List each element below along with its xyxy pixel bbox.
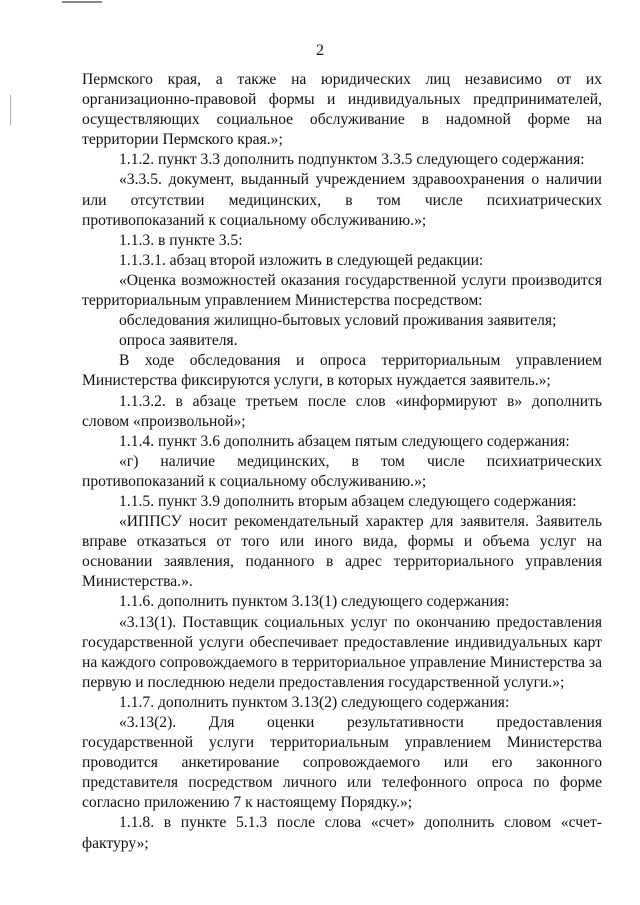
paragraph-1-1-8: 1.1.8. в пункте 5.1.3 после слова «счет» дополнить словом «счет-фактуру»;: [82, 814, 602, 852]
paragraph-1-1-3-1: 1.1.3.1. абзац второй изложить в следующей редакции:: [119, 251, 484, 269]
paragraph-inspection: обследования жилищно-бытовых условий проживания заявителя;: [119, 312, 557, 330]
paragraph-1-1-6: 1.1.6. дополнить пунктом 3.13(1) следующего содержания:: [119, 593, 510, 611]
scan-edge-mark: [62, 1, 102, 3]
paragraph-1-1-3-2: 1.1.3.2. в абзаце третьем после слов «информируют в» дополнить словом «произвольной»;: [82, 392, 602, 430]
paragraph-1-1-7: 1.1.7. дополнить пунктом 3.13(2) следующего содержания:: [119, 693, 510, 711]
paragraph-quote-assessment: «Оценка возможностей оказания государственной услуги производится территориальным управлением Министерства посредством:: [82, 271, 602, 310]
paragraph-1-1-4: 1.1.4. пункт 3.6 дополнить абзацем пятым следующего содержания:: [119, 432, 570, 450]
scan-margin-mark: [10, 95, 11, 125]
paragraph-1-1-2: 1.1.2. пункт 3.3 дополнить подпунктом 3.3.5 следующего содержания:: [119, 151, 585, 169]
paragraph-3-13-1: «3.13(1). Поставщик социальных услуг по окончанию предоставления государственной услуги обеспечивает предоставление индивидуальных карт на каждого сопровождаемого в территориальное управление Министерства за первую и последнюю недели предоставления государственной услуги.»;: [82, 613, 602, 691]
paragraph-fixation: В ходе обследования и опроса территориальным управлением Министерства фиксируются услуги, в которых нуждается заявитель.»;: [82, 352, 602, 390]
paragraph-survey: опроса заявителя.: [119, 332, 238, 350]
document-body: [82, 70, 602, 854]
page-number: 2: [316, 42, 324, 59]
paragraph-1-1-5: 1.1.5. пункт 3.9 дополнить вторым абзацем следующего содержания:: [119, 492, 577, 510]
paragraph-ippsu: «ИППСУ носит рекомендательный характер для заявителя. Заявитель вправе отказаться от того или иного вида, формы и объема услуг на основании заявления, поданного в адрес территориального управления Министерства.».: [82, 513, 602, 591]
paragraph-continuation: Пермского края, а также на юридических лиц независимо от их организационно-правовой формы и индивидуальных предпринимателей, осуществляющих социальное обслуживание в надомной форме на территории Пермского края.»;: [82, 71, 602, 149]
paragraph-3-3-5: «3.3.5. документ, выданный учреждением здравоохранения о наличии или отсутствии медицинских, в том числе психиатрических противопоказаний к социальному обслуживанию.»;: [82, 171, 602, 229]
paragraph-1-1-3: 1.1.3. в пункте 3.5:: [119, 231, 243, 249]
paragraph-3-13-2: «3.13(2). Для оценки результативности предоставления государственной услуги территориальным управлением Министерства проводится анкетирование сопровождаемого или его законного представителя посредством личного или телефонного опроса по форме согласно приложению 7 к настоящему Порядку.»;: [82, 714, 602, 812]
paragraph-item-g: «г) наличие медицинских, в том числе психиатрических противопоказаний к социальному обслуживанию.»;: [82, 452, 602, 490]
